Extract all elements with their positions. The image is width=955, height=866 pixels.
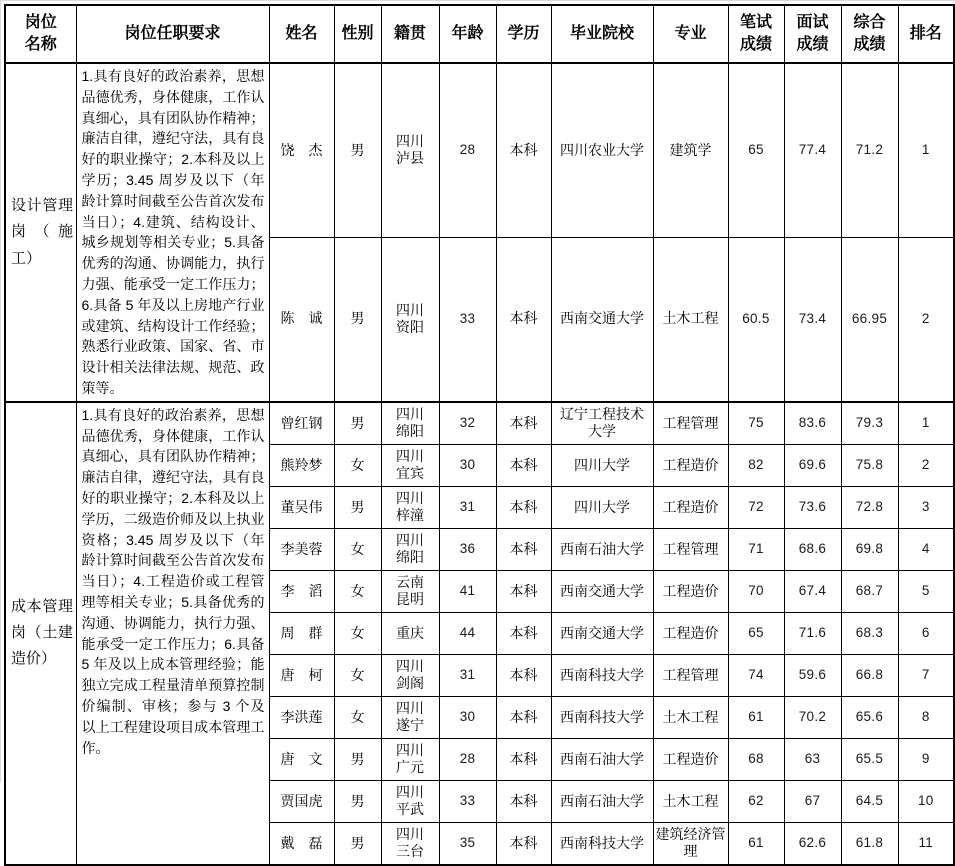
col-header-gender: 性别 [334,5,381,63]
age-cell: 41 [439,570,496,612]
name-cell: 董吴伟 [269,486,334,528]
major-cell: 工程造价 [653,738,728,780]
overall-cell: 69.8 [841,528,898,570]
school-cell: 西南科技大学 [551,822,653,865]
interview-cell: 62.6 [784,822,841,865]
hometown-cell: 四川平武 [381,780,439,822]
col-header-age: 年龄 [439,5,496,63]
hometown-cell: 重庆 [381,612,439,654]
major-cell: 工程造价 [653,486,728,528]
interview-cell: 59.6 [784,654,841,696]
col-header-rank: 排名 [898,5,954,63]
requirements-cell: 1.具有良好的政治素养，思想品德优秀，身体健康，工作认真细心，具有团队协作精神；廉洁自律，遵纪守法，具有良好的职业操守；2.本科及以上学历；3.45 周岁及以下（年龄计算时间截至公告首次发布当日）；4.建筑、结构设计、城乡规划等相关专业；5.具备优秀的沟通、协调能力，执行力强、能承受一定工作压力；6.具备 5 年及以上房地产行业或建筑、结构设计工作经验；熟悉行业政策、国家、省、市设计相关法律法规、规范、政策等。 [76,63,269,402]
col-header-education: 学历 [496,5,551,63]
overall-cell: 79.3 [841,402,898,445]
age-cell: 35 [439,822,496,865]
gender-cell: 女 [334,528,381,570]
rank-cell: 3 [898,486,954,528]
interview-cell: 63 [784,738,841,780]
school-cell: 辽宁工程技术大学 [551,402,653,445]
school-cell: 西南交通大学 [551,570,653,612]
education-cell: 本科 [496,780,551,822]
age-cell: 31 [439,654,496,696]
table-row [5,402,954,445]
school-cell: 西南交通大学 [551,237,653,402]
interview-cell: 83.6 [784,402,841,445]
education-cell: 本科 [496,696,551,738]
overall-cell: 68.3 [841,612,898,654]
hometown-cell: 四川绵阳 [381,402,439,445]
age-cell: 33 [439,780,496,822]
col-header-requirements: 岗位任职要求 [76,5,269,63]
name-cell: 唐 文 [269,738,334,780]
col-header-name: 姓名 [269,5,334,63]
age-cell: 36 [439,528,496,570]
major-cell: 工程管理 [653,654,728,696]
rank-cell: 5 [898,570,954,612]
age-cell: 30 [439,444,496,486]
position-label: 成本管理岗（土建造价） [11,597,73,668]
recruitment-results-table [4,4,955,866]
overall-cell: 64.5 [841,780,898,822]
gender-cell: 男 [334,780,381,822]
hometown-cell: 四川剑阁 [381,654,439,696]
rank-cell: 10 [898,780,954,822]
education-cell: 本科 [496,654,551,696]
education-cell: 本科 [496,738,551,780]
written-cell: 72 [728,486,784,528]
interview-cell: 70.2 [784,696,841,738]
rank-cell: 8 [898,696,954,738]
interview-cell: 77.4 [784,63,841,237]
col-header-interview-score: 面试成绩 [784,5,841,63]
recruitment-results-table-container [4,4,955,866]
table-row [5,63,954,237]
gender-cell: 男 [334,486,381,528]
position-cell [5,402,76,865]
hometown-cell: 四川绵阳 [381,528,439,570]
position-cell [5,63,76,402]
hometown-cell: 四川广元 [381,738,439,780]
school-cell: 西南石油大学 [551,780,653,822]
rank-cell: 2 [898,237,954,402]
rank-cell: 4 [898,528,954,570]
hometown-cell: 四川宜宾 [381,444,439,486]
interview-cell: 68.6 [784,528,841,570]
hometown-cell: 四川三台 [381,822,439,865]
written-cell: 70 [728,570,784,612]
requirements-cell: 1.具有良好的政治素养，思想品德优秀，身体健康，工作认真细心，具有团队协作精神；廉洁自律，遵纪守法，具有良好的职业操守；2.本科及以上学历，二级造价师及以上执业资格；3.45 周岁及以下（年龄计算时间截至公告首次发布当日）；4.工程造价或工程管理等相关专业；5.具备优秀的沟通、协调能力，执行力强、能承受一定工作压力；6.具备 5 年及以上成本管理经验；能独立完成工程量清单预算控制价编制、审核；参与 3 个及以上工程建设项目成本管理工作。 [76,402,269,865]
interview-cell: 73.4 [784,237,841,402]
name-cell: 戴 磊 [269,822,334,865]
col-header-written-score: 笔试成绩 [728,5,784,63]
written-cell: 82 [728,444,784,486]
gender-cell: 女 [334,696,381,738]
major-cell: 工程管理 [653,528,728,570]
major-cell: 工程造价 [653,612,728,654]
education-cell: 本科 [496,528,551,570]
written-cell: 65 [728,612,784,654]
age-cell: 30 [439,696,496,738]
overall-cell: 71.2 [841,63,898,237]
written-cell: 71 [728,528,784,570]
gender-cell: 男 [334,402,381,445]
school-cell: 四川大学 [551,444,653,486]
interview-cell: 73.6 [784,486,841,528]
major-cell: 工程管理 [653,402,728,445]
name-cell: 李美蓉 [269,528,334,570]
col-header-position: 岗位名称 [5,5,76,63]
education-cell: 本科 [496,402,551,445]
age-cell: 28 [439,63,496,237]
school-cell: 四川大学 [551,486,653,528]
overall-cell: 66.95 [841,237,898,402]
gender-cell: 男 [334,738,381,780]
written-cell: 75 [728,402,784,445]
hometown-cell: 四川泸县 [381,63,439,237]
age-cell: 33 [439,237,496,402]
table-body [5,63,954,865]
header-row [5,5,954,63]
major-cell: 建筑经济管理 [653,822,728,865]
education-cell: 本科 [496,486,551,528]
table-header [5,5,954,63]
major-cell: 土木工程 [653,696,728,738]
education-cell: 本科 [496,237,551,402]
rank-cell: 9 [898,738,954,780]
hometown-cell: 四川资阳 [381,237,439,402]
rank-cell: 11 [898,822,954,865]
education-cell: 本科 [496,63,551,237]
col-header-hometown: 籍贯 [381,5,439,63]
name-cell: 唐 柯 [269,654,334,696]
interview-cell: 71.6 [784,612,841,654]
hometown-cell: 云南昆明 [381,570,439,612]
overall-cell: 61.8 [841,822,898,865]
age-cell: 32 [439,402,496,445]
name-cell: 饶 杰 [269,63,334,237]
name-cell: 熊羚梦 [269,444,334,486]
rank-cell: 2 [898,444,954,486]
rank-cell: 7 [898,654,954,696]
age-cell: 44 [439,612,496,654]
rank-cell: 1 [898,63,954,237]
overall-cell: 65.5 [841,738,898,780]
overall-cell: 68.7 [841,570,898,612]
school-cell: 西南交通大学 [551,612,653,654]
hometown-cell: 四川遂宁 [381,696,439,738]
school-cell: 西南石油大学 [551,738,653,780]
age-cell: 28 [439,738,496,780]
age-cell: 31 [439,486,496,528]
written-cell: 74 [728,654,784,696]
school-cell: 西南石油大学 [551,528,653,570]
written-cell: 61 [728,822,784,865]
education-cell: 本科 [496,822,551,865]
gender-cell: 男 [334,237,381,402]
school-cell: 西南科技大学 [551,696,653,738]
rank-cell: 6 [898,612,954,654]
school-cell: 西南科技大学 [551,654,653,696]
rank-cell: 1 [898,402,954,445]
col-header-major: 专业 [653,5,728,63]
name-cell: 李 滔 [269,570,334,612]
overall-cell: 66.8 [841,654,898,696]
major-cell: 工程造价 [653,570,728,612]
education-cell: 本科 [496,612,551,654]
major-cell: 土木工程 [653,237,728,402]
overall-cell: 72.8 [841,486,898,528]
interview-cell: 67 [784,780,841,822]
written-cell: 61 [728,696,784,738]
school-cell: 四川农业大学 [551,63,653,237]
interview-cell: 69.6 [784,444,841,486]
gender-cell: 女 [334,654,381,696]
written-cell: 68 [728,738,784,780]
gender-cell: 女 [334,612,381,654]
position-label: 设计管理岗（施工） [11,197,73,267]
col-header-overall-score: 综合成绩 [841,5,898,63]
interview-cell: 67.4 [784,570,841,612]
col-header-school: 毕业院校 [551,5,653,63]
name-cell: 李洪莲 [269,696,334,738]
education-cell: 本科 [496,570,551,612]
name-cell: 周 群 [269,612,334,654]
name-cell: 贾国虎 [269,780,334,822]
overall-cell: 65.6 [841,696,898,738]
education-cell: 本科 [496,444,551,486]
written-cell: 60.5 [728,237,784,402]
gender-cell: 男 [334,63,381,237]
name-cell: 陈 诚 [269,237,334,402]
gender-cell: 男 [334,822,381,865]
written-cell: 65 [728,63,784,237]
overall-cell: 75.8 [841,444,898,486]
gender-cell: 女 [334,444,381,486]
name-cell: 曾红钢 [269,402,334,445]
gender-cell: 女 [334,570,381,612]
major-cell: 建筑学 [653,63,728,237]
major-cell: 工程造价 [653,444,728,486]
hometown-cell: 四川梓潼 [381,486,439,528]
major-cell: 土木工程 [653,780,728,822]
written-cell: 62 [728,780,784,822]
